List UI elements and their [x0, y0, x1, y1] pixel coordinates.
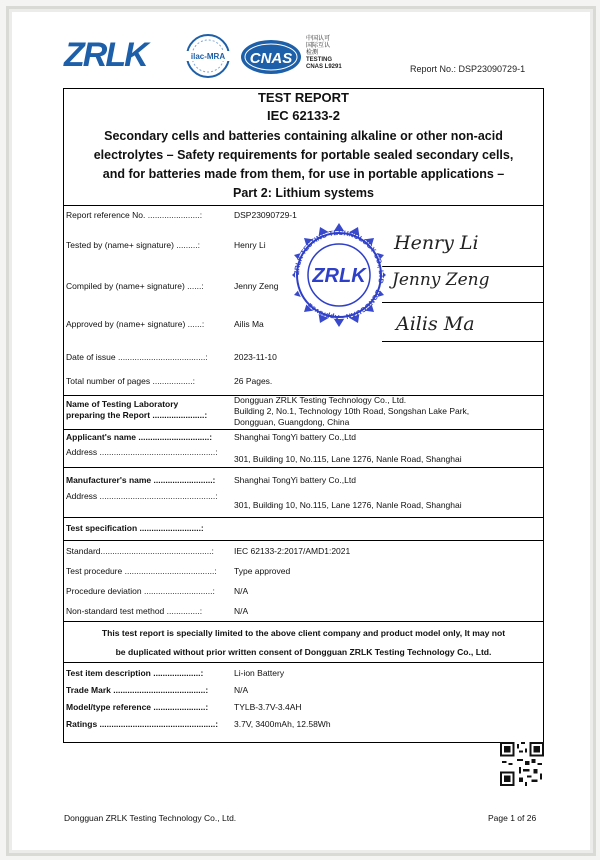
- standard-label: Standard...............................................:: [66, 546, 214, 556]
- stamp-logo-text: ZRLK: [312, 265, 366, 287]
- ilac-mra-icon: [182, 33, 234, 79]
- signature-line: [382, 302, 544, 303]
- procedure-deviation-label: Procedure deviation .............................:: [66, 586, 215, 596]
- cnas-line: CNAS L9291: [306, 64, 342, 70]
- date-of-issue-label: Date of issue .....................................:: [66, 352, 208, 362]
- lab-address-line2: Dongguan, Guangdong, China: [234, 417, 350, 427]
- tested-by-label: Tested by (name+ signature) .........:: [66, 240, 200, 250]
- ratings-label: Ratings .................................................:: [66, 719, 219, 729]
- lab-name-value: Dongguan ZRLK Testing Technology Co., Ltd.: [234, 395, 407, 405]
- trade-mark-value: N/A: [234, 685, 249, 695]
- report-reference-value: DSP23090729-1: [234, 210, 297, 220]
- standard-title-line: and for batteries made from them, for use in portable applications –: [102, 167, 505, 181]
- approval-stamp-icon: [286, 222, 392, 328]
- compiled-by-value: Jenny Zeng: [234, 281, 279, 291]
- footer-page-number: Page 1 of 26: [488, 813, 537, 823]
- standard-title: [63, 127, 544, 203]
- lab-name-label-2: preparing the Report ......................:: [66, 410, 208, 420]
- divider: [63, 621, 544, 622]
- cnas-logo-icon: [240, 38, 302, 76]
- footer-company: Dongguan ZRLK Testing Technology Co., Ltd.: [64, 813, 237, 823]
- model-reference-value: TYLB-3.7V-3.4AH: [234, 702, 302, 712]
- lab-name-label: Name of Testing Laboratory: [66, 399, 179, 409]
- cnas-line: TESTING: [306, 57, 333, 63]
- date-of-issue-value: 2023-11-10: [234, 352, 277, 362]
- duplication-notice-line1: This test report is specially limited to the above client company and product model only, It may not: [101, 628, 506, 638]
- divider: [63, 517, 544, 518]
- divider: [63, 467, 544, 468]
- test-item-label: Test item description ....................:: [66, 668, 204, 678]
- signature-line: [382, 341, 544, 342]
- model-reference-label: Model/type reference ......................:: [66, 702, 209, 712]
- cnas-line: 国际互认: [306, 43, 331, 49]
- test-procedure-value: Type approved: [234, 566, 291, 576]
- signature-compiled: Jenny Zeng: [392, 270, 490, 290]
- trade-mark-label: Trade Mark .......................................:: [66, 685, 209, 695]
- report-number-header: Report No.: DSP23090729-1: [410, 64, 526, 74]
- approved-by-label: Approved by (name+ signature) ......:: [66, 319, 205, 329]
- compiled-by-label: Compiled by (name+ signature) ......:: [66, 281, 204, 291]
- applicant-address-value: 301, Building 10, No.115, Lane 1276, Nanle Road, Shanghai: [234, 454, 462, 464]
- divider: [63, 429, 544, 430]
- manufacturer-address-label: Address .................................................:: [66, 491, 218, 501]
- non-standard-method-value: N/A: [234, 606, 249, 616]
- standard-value: IEC 62133-2:2017/AMD1:2021: [234, 546, 351, 556]
- cnas-accreditation-text: [306, 36, 366, 71]
- cnas-line: 中国认可: [306, 36, 331, 42]
- manufacturer-name-label: Manufacturer's name .........................:: [66, 475, 216, 485]
- standard-title-line: Secondary cells and batteries containing alkaline or other non-acid: [104, 129, 503, 143]
- cnas-line: 检测: [306, 50, 319, 56]
- test-specification-label: Test specification ..........................:: [66, 523, 204, 533]
- standard-title-line: electrolytes – Safety requirements for portable sealed secondary cells,: [93, 148, 514, 162]
- report-title: TEST REPORT: [257, 90, 349, 105]
- ratings-value: 3.7V, 3400mAh, 12.58Wh: [234, 719, 331, 729]
- total-pages-value: 26 Pages.: [234, 376, 273, 386]
- non-standard-method-label: Non-standard test method ..............:: [66, 606, 203, 616]
- duplication-notice-line2: be duplicated without prior written consent of Dongguan ZRLK Testing Technology Co., Ltd.: [115, 647, 492, 657]
- divider: [63, 662, 544, 663]
- report-reference-label: Report reference No. ......................:: [66, 210, 203, 220]
- test-item-value: Li-ion Battery: [234, 668, 285, 678]
- zrlk-logo-icon: ZRLK: [64, 36, 147, 74]
- applicant-address-label: Address .................................................:: [66, 447, 218, 457]
- cnas-logo-text: CNAS: [249, 50, 293, 67]
- manufacturer-address-value: 301, Building 10, No.115, Lane 1276, Nanle Road, Shanghai: [234, 500, 462, 510]
- approved-by-value: Ailis Ma: [234, 319, 264, 329]
- applicant-name-label: Applicant's name ..............................:: [66, 432, 213, 442]
- signature-line: [382, 266, 544, 267]
- signature-approved: Ailis Ma: [396, 313, 475, 335]
- test-procedure-label: Test procedure ......................................:: [66, 566, 217, 576]
- ilac-mra-text: ilac-MRA: [190, 52, 226, 61]
- divider: [63, 205, 544, 206]
- procedure-deviation-value: N/A: [234, 586, 249, 596]
- lab-address-line1: Building 2, No.1, Technology 10th Road, Songshan Lake Park,: [234, 406, 470, 416]
- tested-by-value: Henry Li: [234, 240, 266, 250]
- signature-tested: Henry Li: [394, 232, 479, 254]
- applicant-name-value: Shanghai TongYi battery Co.,Ltd: [234, 432, 356, 442]
- total-pages-label: Total number of pages .................:: [66, 376, 195, 386]
- divider: [63, 540, 544, 541]
- stamp-ring-text: ZRLK TESTING TECHNOLOGY CO., LTD · DONGGUAN · Approved: [293, 229, 385, 321]
- manufacturer-name-value: Shanghai TongYi battery Co.,Ltd: [234, 475, 356, 485]
- standard-number: IEC 62133-2: [267, 108, 340, 123]
- standard-title-line: Part 2: Lithium systems: [232, 186, 374, 200]
- qr-code-icon: [500, 742, 544, 786]
